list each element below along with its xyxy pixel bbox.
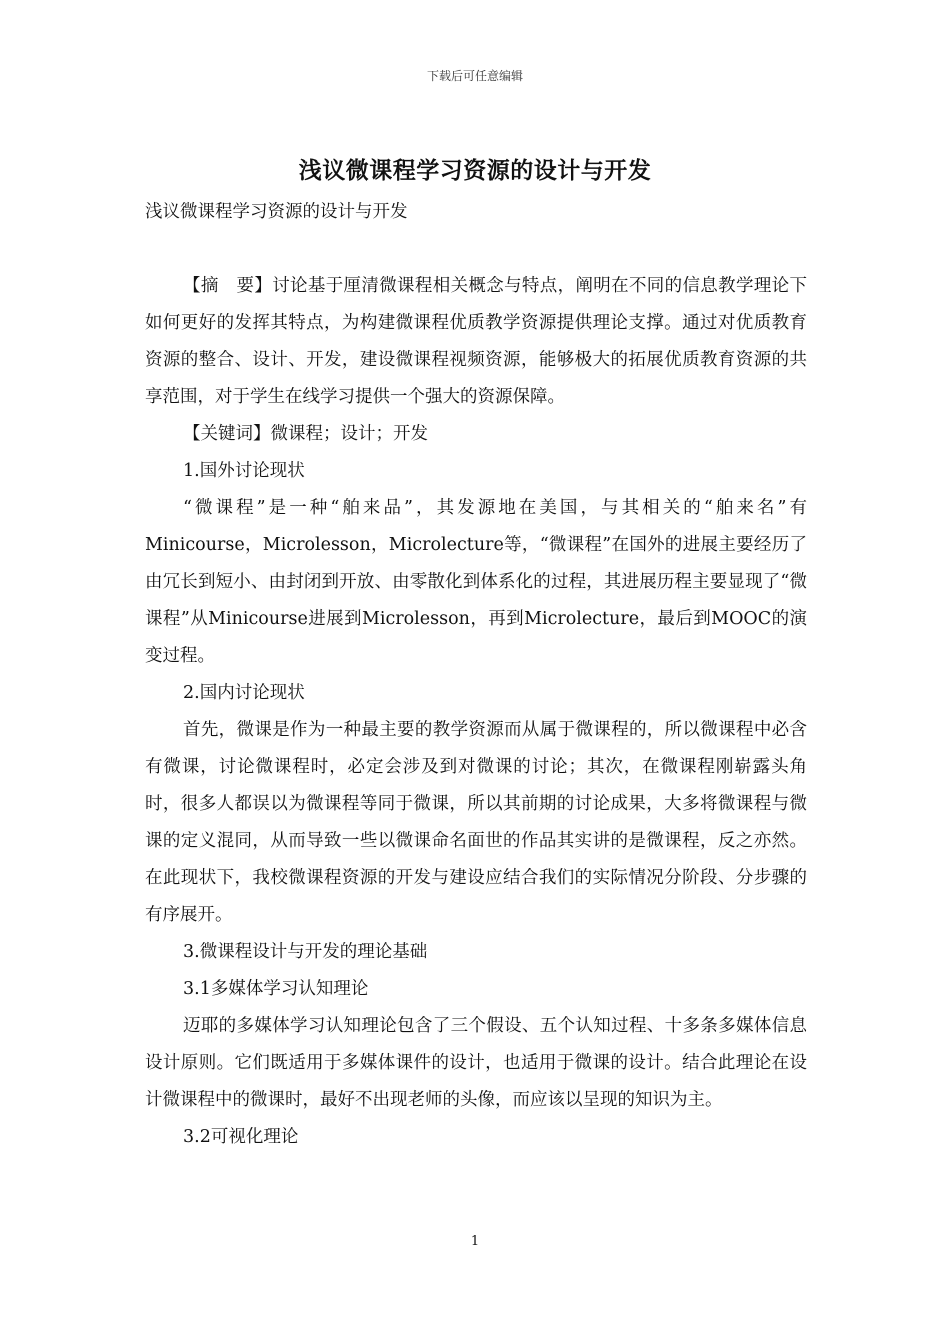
abstract-paragraph: 【摘 要】讨论基于厘清微课程相关概念与特点，阐明在不同的信息教学理论下如何更好的发挥其特点，为构建微课程优质教学资源提供理论支撑。通过对优质教育资源的整合、设计、开发，建设微课程视频资源，能够极大的拓展优质教育资源的共享范围，对于学生在线学习提供一个强大的资源保障。: [145, 276, 807, 407]
page-header: 下载后可任意编辑: [426, 69, 523, 83]
section-heading-3: 3.微课程设计与开发的理论基础: [183, 942, 428, 962]
section-heading-3-1: 3.1多媒体学习认知理论: [183, 979, 369, 999]
section-heading-1: 1.国外讨论现状: [183, 461, 305, 481]
section-3-1-paragraph: 迈耶的多媒体学习认知理论包含了三个假设、五个认知过程、十多条多媒体信息设计原则。它们既适用于多媒体课件的设计，也适用于微课的设计。结合此理论在设计微课程中的微课时，最好不出现老师的头像，而应该以呈现的知识为主。: [145, 1016, 807, 1110]
section-heading-2: 2.国内讨论现状: [183, 683, 305, 703]
section-2-paragraph: 首先，微课是作为一种最主要的教学资源而从属于微课程的，所以微课程中必含有微课，讨论微课程时，必定会涉及到对微课的讨论；其次，在微课程刚崭露头角时，很多人都误以为微课程等同于微课，所以其前期的讨论成果，大多将微课程与微课的定义混同，从而导致一些以微课命名面世的作品其实讲的是微课程，反之亦然。在此现状下，我校微课程资源的开发与建设应结合我们的实际情况分阶段、分步骤的有序展开。: [145, 720, 807, 925]
document-title: 浅议微课程学习资源的设计与开发: [298, 157, 652, 184]
section-heading-3-2: 3.2可视化理论: [183, 1127, 299, 1147]
section-1-paragraph: “微课程”是一种“舶来品”，其发源地在美国，与其相关的“舶来名”有Minicourse，Microlesson，Microlecture等，“微课程”在国外的进展主要经历了由冗长到短小、由封闭到开放、由零散化到体系化的过程，其进展历程主要显现了“微课程”从Minicourse进展到Microlesson，再到Microlecture，最后到MOOC的演变过程。: [145, 498, 807, 666]
page-number: 1: [470, 1234, 480, 1249]
document-subtitle: 浅议微课程学习资源的设计与开发: [145, 202, 408, 222]
keywords-paragraph: 【关键词】微课程；设计；开发: [183, 424, 428, 444]
document-body: [145, 268, 807, 1156]
